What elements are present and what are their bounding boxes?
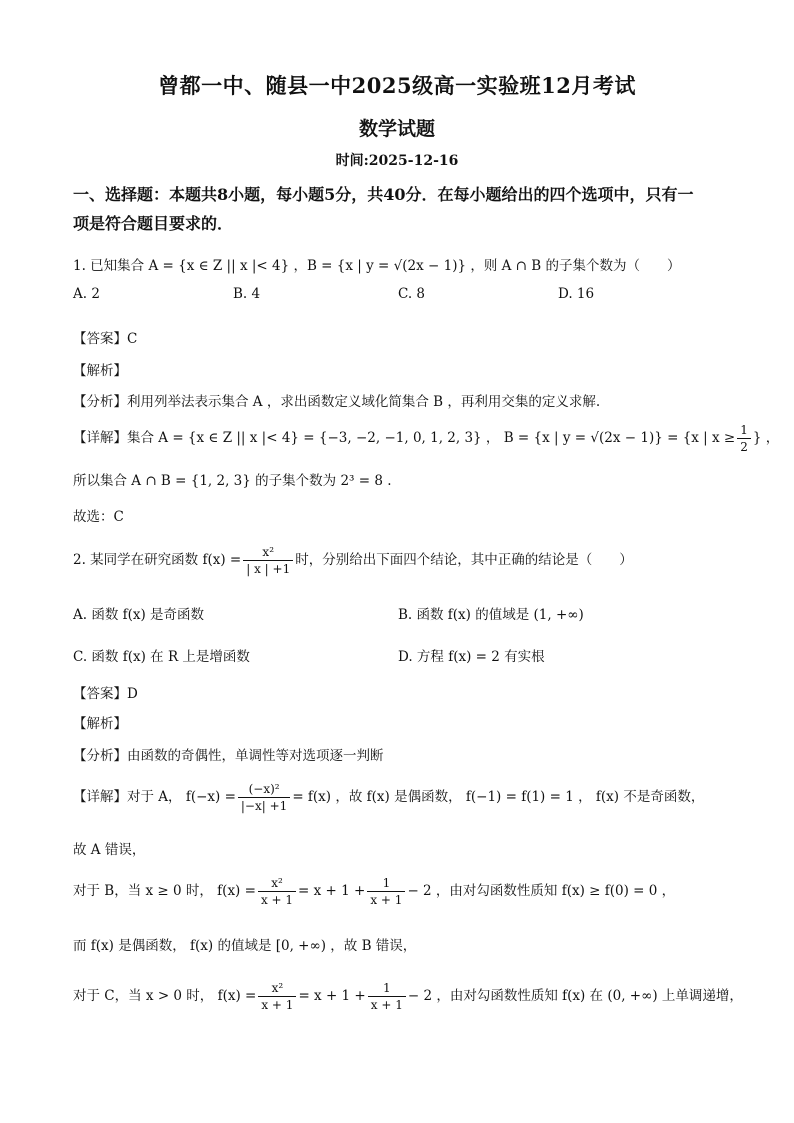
q2-stem-prefix: 2. 某同学在研究函数 f(x) = [73, 552, 242, 568]
fraction-numerator: 1 [367, 875, 405, 892]
q2-detail-c-fraction2 [368, 980, 406, 1013]
q1-detail [73, 422, 779, 455]
q2-detail-c [73, 980, 743, 1013]
fraction-numerator: x² [258, 980, 296, 997]
q2-option-b: B. 函数 f(x) 的值域是 (1, +∞) [398, 607, 584, 623]
q2-detail-c-prefix: 对于 C，当 x > 0 时， f(x) = [73, 988, 257, 1004]
q2-stem [73, 544, 633, 577]
fraction-numerator: x² [243, 544, 293, 561]
q1-option-b: B. 4 [233, 286, 261, 302]
section-heading-line2: 项是符合题目要求的． [73, 214, 234, 233]
q2-stem-suffix: 时，分别给出下面四个结论，其中正确的结论是（ ） [295, 552, 633, 568]
q2-detail-c-fraction1 [258, 980, 296, 1013]
q2-analysis-label: 【解析】 [73, 716, 127, 732]
q2-detail-a-fraction [238, 781, 290, 814]
q2-answer: 【答案】D [73, 686, 138, 702]
q1-analysis-label: 【解析】 [73, 363, 127, 379]
q2-detail-c-mid: = x + 1 + [298, 988, 366, 1004]
q2-detail-b-suffix: − 2 ，由对勾函数性质知 f(x) ≥ f(0) = 0 ， [407, 883, 676, 899]
fraction-denominator: |−x| +1 [240, 799, 288, 813]
q1-detail-line2: 所以集合 A ∩ B = {1, 2, 3} 的子集个数为 2³ = 8 . [73, 473, 392, 489]
fraction-denominator: x + 1 [261, 998, 294, 1012]
q2-detail-b-fraction1 [258, 875, 296, 908]
fraction-denominator: x + 1 [370, 998, 403, 1012]
fraction-denominator: x + 1 [370, 893, 403, 907]
q2-option-c: C. 函数 f(x) 在 R 上是增函数 [73, 649, 250, 665]
exam-date: 时间:2025-12-16 [335, 153, 459, 169]
section-heading-line1: 一、选择题：本题共8小题，每小题5分，共40分．在每小题给出的四个选项中，只有一 [73, 185, 694, 204]
q2-option-a: A. 函数 f(x) 是奇函数 [73, 607, 205, 623]
fraction-denominator: 2 [740, 440, 748, 454]
q2-detail-a-suffix: = f(x) ，故 f(x) 是偶函数， f(−1) = f(1) = 1 ， f(x) 不是奇函数， [292, 789, 705, 805]
q2-detail-b [73, 875, 675, 908]
fraction-denominator: x + 1 [260, 893, 294, 907]
fraction-numerator: x² [258, 875, 296, 892]
q1-detail-suffix: } ， [752, 430, 780, 446]
fraction-denominator: | x | +1 [246, 562, 291, 576]
page-subtitle: 数学试题 [358, 118, 435, 140]
q1-stem: 1. 已知集合 A = {x ∈ Z || x |< 4} ，B = {x | y = √(2x − 1)} ，则 A ∩ B 的子集个数为（ ） [73, 258, 681, 274]
q1-option-c: C. 8 [398, 286, 426, 302]
fraction-numerator: (−x)² [238, 781, 290, 798]
q2-option-d: D. 方程 f(x) = 2 有实根 [398, 649, 545, 665]
q2-detail-a-prefix: 【详解】对于 A， f(−x) = [73, 789, 236, 805]
fraction-numerator: 1 [368, 980, 406, 997]
q1-fenxi: 【分析】利用列举法表示集合 A ，求出函数定义域化简集合 B ，再利用交集的定义求解. [73, 394, 601, 410]
q2-stem-fraction [243, 544, 293, 577]
q1-detail-fraction [737, 422, 751, 455]
q2-detail-a-line2: 故 A 错误， [73, 842, 146, 858]
q2-detail-b-mid: = x + 1 + [298, 883, 366, 899]
q2-detail-b-line2: 而 f(x) 是偶函数， f(x) 的值域是 [0, +∞) ，故 B 错误， [73, 938, 417, 954]
q1-answer: 【答案】C [73, 331, 138, 347]
q1-option-d: D. 16 [558, 286, 595, 302]
q2-detail-b-prefix: 对于 B，当 x ≥ 0 时， f(x) = [73, 883, 256, 899]
q2-detail-a [73, 781, 704, 814]
q2-detail-c-suffix: − 2 ，由对勾函数性质知 f(x) 在 (0, +∞) 上单调递增， [407, 988, 743, 1004]
q2-detail-b-fraction2 [367, 875, 405, 908]
q2-fenxi: 【分析】由函数的奇偶性，单调性等对选项逐一判断 [73, 748, 384, 764]
page-title: 曾都一中、随县一中2025级高一实验班12月考试 [158, 73, 636, 98]
q1-choose: 故选：C [73, 509, 124, 525]
fraction-numerator: 1 [737, 422, 751, 439]
q1-detail-prefix: 【详解】集合 A = {x ∈ Z || x |< 4} = {−3, −2, −1, 0, 1, 2, 3} ， B = {x | y = √(2x − 1)} = {x | x ≥ [73, 430, 736, 446]
q1-option-a: A. 2 [73, 286, 100, 302]
